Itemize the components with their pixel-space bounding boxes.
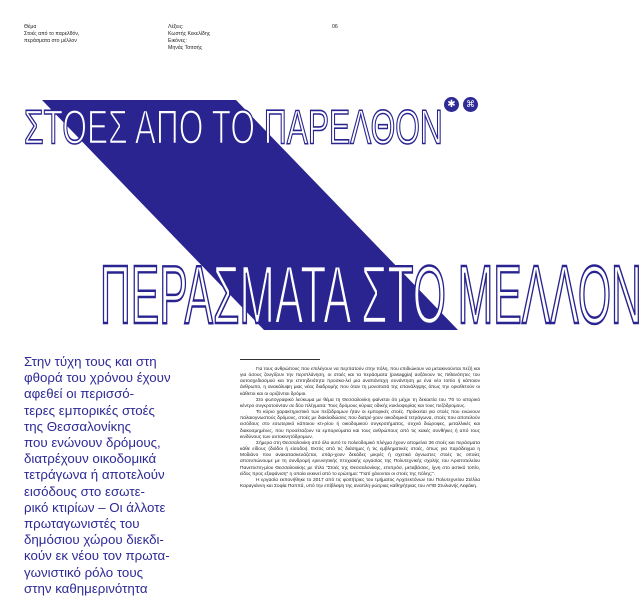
divider: [240, 359, 320, 360]
pull-quote: [24, 354, 224, 597]
theme-line-2: περάσματα στο μέλλον: [24, 38, 77, 44]
body-paragraph: Σήμερα στη Θεσσαλονίκη από όλο αυτό το πολεοδομικό πλέγμα έχουν απομείνει 36 στοές και περάσματα κάθε είδους (διόδοι ή είσοδοι). Εκτός από τις διάσημες ή τις εμβληματικές στοές, όπως για παράδειγμα η Μοδιάνο που ανακατασκευάζεται, υπάρ-χουν δεκάδες μικρές ή σχετικά άγνωστες στοές τις οποίες αποτυπώνουμε με τη συνδρομή ερευνητικής πτυχιακής εργασίας της Πολυτεχνικής σχολής του Αριστοτελείου Πανεπιστη-μίου Θεσσαλονίκης με τίτλο "Στοές της Θεσσαλονίκης, επιπρόσ, μεταβάσεις, ίχνη στο αστικό τοπίο, είδος προς εξαφάνιση" η οποία εκκινεί από το ερώτημα: "Γιατί χάνονται οι στοές της πόλης;".: [240, 440, 480, 477]
title-line-1: ΣΤΟΕΣ ΑΠΟ ΤΟ ΠΑΡΕΛΘΟΝ: [24, 99, 443, 155]
body-paragraph: Για τους ανθρώπους που επιλέγουν να περπατούν στην πόλη, που επιδιώκουν να μετακινούνται πεζή και για όσους ζουγίζουν την περιπλάνηση, οι στοές και τα περάσματα (pasaggia) αυξάνουν τις πιθανότητες του αυτοσχεδιασμού και την επιτηδειότητα προσκα-λεί μια αναπάντεχη συνάντηση με ένα νέο τοπίο ή κάποιον άνθρωπο, η ανακάλυψη μιας νέας διαδρομής που όταν τη μονοπατά της επανάληψης όπως την οριοθετούν οι κάθετοι και οι οριζόντιοι δρόμοι.: [240, 367, 480, 397]
theme-line-1: Στοές από το παρελθόν,: [24, 31, 80, 37]
pull-quote-line: ρικό κτιρίων – Οι άλλοτε: [24, 499, 166, 515]
images-author: Μηνάς Τσιτσής: [168, 45, 203, 51]
body-paragraph: Η εργασία εκπονήθηκε το 2017 από τις φοιτήτριες του τμήματος Αρχιτεκτόνων του Πολυτεχνείου Στέλλα Καραγιάννη και Σοφία Παππά, υπό την επίβλεψη της αναπλη-ρώτριας καθηγήτριας του ΑΠΘ Στυλιανής Λεφάκη.: [240, 477, 480, 489]
words-author: Κωστής Κεκελίδης: [168, 31, 211, 37]
pull-quote-line: διατρέχουν οικοδομικά: [24, 451, 157, 467]
pull-quote-line: φθορά του χρόνου έχουν: [24, 370, 171, 386]
article-body: [240, 367, 480, 490]
pull-quote-line: στην καθημερινότητα: [24, 580, 148, 596]
body-paragraph: Στο φωτογραφικό λεύκωμα με θέμα τη Θεσσαλονίκη φαίνεται ότι μέχρι τη δεκαετία του '70 το ιστορικό κέντρο συγκροτούνταν σε δύο πλέγματα: Τους δρόμους κύριας οδικής κυκλοφορίας και τους πεζόδρομους.: [240, 397, 480, 409]
asterisk-star-icon[interactable]: ✱: [444, 97, 459, 112]
pull-quote-line: δημόσιου χώρου διεκδι-: [24, 532, 164, 548]
command-loop-icon[interactable]: ⌘: [463, 97, 478, 112]
images-label: Εικόνες:: [168, 38, 187, 44]
pull-quote-line: αφεθεί οι περισσό-: [24, 386, 135, 402]
pull-quote-line: γωνιστικό ρόλο τους: [24, 564, 144, 580]
title-line-2: ΠΕΡΑΣΜΑΤΑ ΣΤΟ ΜΕΛΛΟΝ: [100, 249, 642, 342]
pull-quote-line: τερες εμπορικές στοές: [24, 402, 155, 418]
pull-quote-line: που ενώνουν δρόμους,: [24, 435, 161, 451]
page-number: 06: [332, 24, 338, 30]
body-paragraph: Το κύριο χαρακτηριστικό των πεζόδρομων ήταν οι εμπορικές στοές. Πρόκειται για στοές που ενώνουν παλαιογνωστούς δρόμους, στοές με διακλαδώσεις που διατρέ-χουν οικοδομικά τετράγωνα, στοές που αποτελούν εισόδους στο εσωτερικό κάποιου κτι-ρίου ή οικοδομικού συγκροτήματος, συχνά διώροφες, μεταλλικές και διακοσμημένες, που προσέταζουν τα εμπορεύματα και τους ανθρώπους από τις κακές συνθήκες ή από τους κινδύνους των αυτοκινητόδρομων.: [240, 410, 480, 440]
words-label: Λέξεις:: [168, 24, 184, 30]
pull-quote-line: τετράγωνα ή αποτελούν: [24, 467, 165, 483]
pull-quote-line: της Θεσσαλονίκης: [24, 418, 132, 434]
pull-quote-line: πρωταγωνιστές του: [24, 516, 140, 532]
pull-quote-line: Στην τύχη τους και στη: [24, 354, 157, 369]
theme-label: Θέμα: [24, 24, 37, 30]
pull-quote-line: εισόδους στο εσωτε-: [24, 483, 145, 499]
pull-quote-line: κούν εκ νέου τον πρωτα-: [24, 548, 170, 564]
